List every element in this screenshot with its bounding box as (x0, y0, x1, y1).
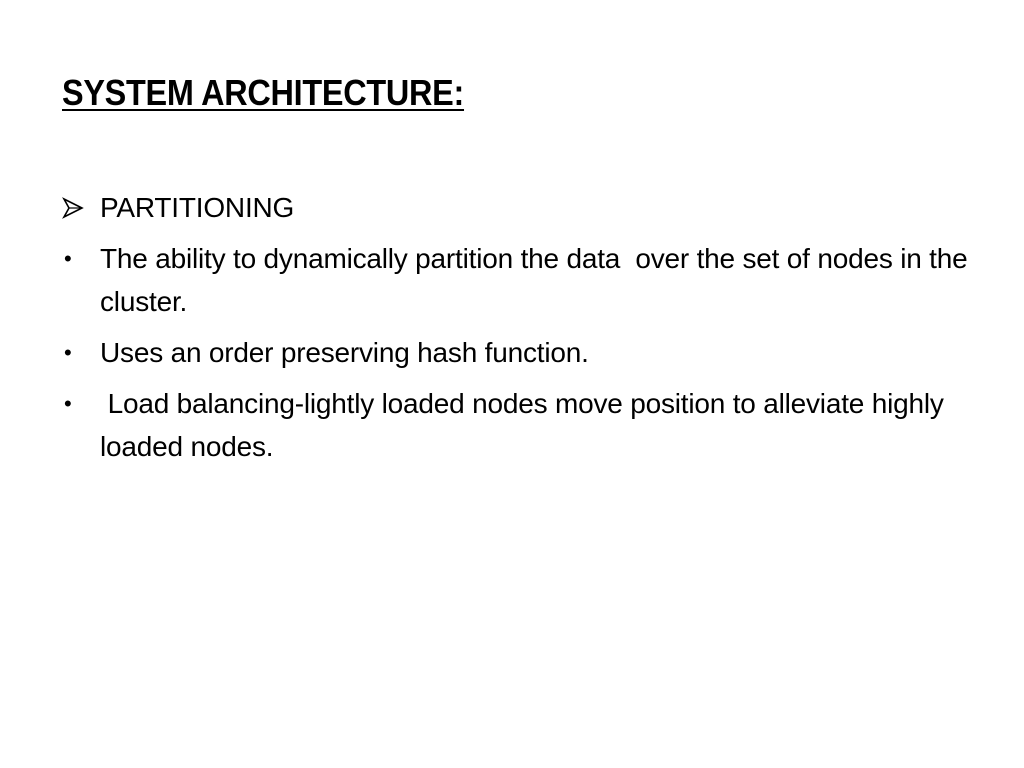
dot-bullet-icon: • (64, 340, 72, 365)
list-item (62, 382, 982, 468)
dot-bullet-icon: • (64, 391, 72, 416)
slide-title: SYSTEM ARCHITECTURE: (62, 72, 465, 113)
list-item-text: PARTITIONING (100, 192, 295, 223)
list-item (62, 237, 982, 323)
list-item (62, 331, 982, 374)
dot-bullet-icon: • (64, 246, 72, 271)
list-item-text: Load balancing-lightly loaded nodes move position to alleviate highly loaded nodes. (100, 388, 952, 462)
list-item-partitioning (62, 186, 982, 229)
list-item-text: Uses an order preserving hash function. (100, 337, 589, 368)
bullet-list (62, 186, 982, 476)
list-item-text: The ability to dynamically partition the data over the set of nodes in the cluster. (100, 243, 976, 317)
